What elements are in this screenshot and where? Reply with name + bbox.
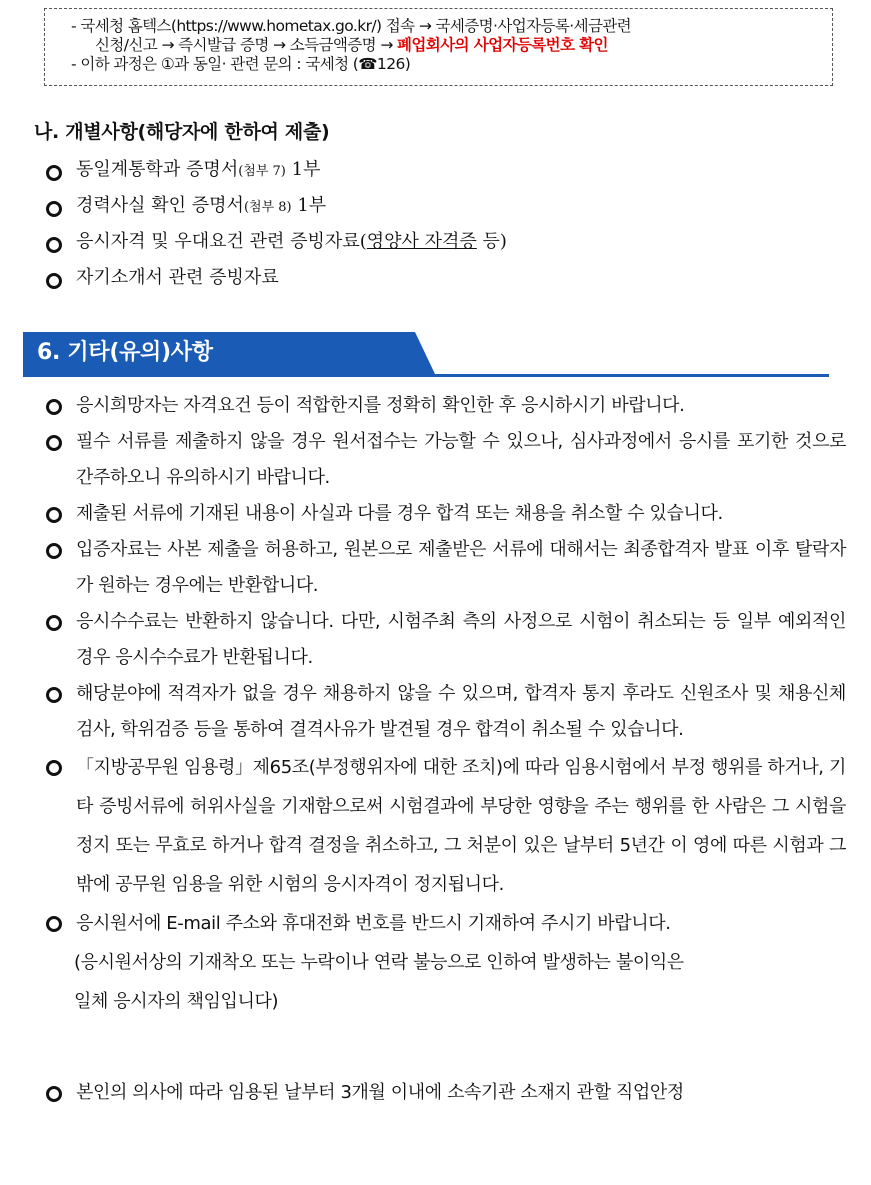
note-line-1: - 국세청 홈텍스(https://www.hometax.go.kr/) 접속 → 국세증명·사업자등록·세금관련 — [71, 17, 632, 35]
item-text: 응시원서에 E-mail 주소와 휴대전화 번호를 반드시 기재하여 주시기 바랍니다. — [76, 913, 671, 934]
item-text: 자기소개서 관련 증빙자료 — [76, 267, 279, 288]
list-item — [46, 264, 507, 300]
item-count: 1부 — [285, 159, 321, 180]
list-item — [46, 604, 846, 676]
attachment-note: (첨부 7) — [238, 164, 286, 179]
individual-items-list — [46, 156, 507, 300]
item-text: 응시수수료는 반환하지 않습니다. 다만, 시험주최 측의 사정으로 시험이 취소되는 등 일부 예외적인 경우 응시수수료가 반환됩니다. — [76, 611, 846, 668]
attachment-note: (첨부 8) — [243, 200, 292, 215]
item-text: 응시자격 및 우대요건 관련 증빙자료( — [76, 231, 367, 252]
item-text: 동일계통학과 증명서 — [76, 159, 239, 180]
email-note — [74, 943, 846, 1021]
list-item — [46, 748, 846, 904]
bullet-icon — [46, 201, 62, 217]
list-item — [46, 496, 846, 532]
bullet-icon — [46, 543, 62, 559]
item-text: 해당분야에 적격자가 없을 경우 채용하지 않을 수 있으며, 합격자 통지 후라도 신원조사 및 채용신체검사, 학위검증 등을 통하여 결격사유가 발견될 경우 합격이 취소될 수 있습니다. — [76, 683, 846, 740]
item-text: 경력사실 확인 증명서 — [76, 195, 244, 216]
list-spacer — [46, 1021, 846, 1075]
item-text: 본인의 의사에 따라 임용된 날부터 3개월 이내에 소속기관 소재지 관할 직업안정 — [76, 1082, 684, 1103]
item-text: 입증자료는 사본 제출을 허용하고, 원본으로 제출받은 서류에 대해서는 최종합격자 발표 이후 탈락자가 원하는 경우에는 반환합니다. — [76, 539, 846, 596]
item-text: 「지방공무원 임용령」제65조(부정행위자에 대한 조치)에 따라 임용시험에서 부정 행위를 하거나, 기타 증빙서류에 허위사실을 기재함으로써 시험결과에 부당한 영향을 주는 행위를 한 사람은 그 시험을 정지 또는 무효로 하거나 합격 결정을 취소하고, 그 처분이 있은 날부터 5년간 이 영에 따른 시험과 그 밖에 공무원 임용을 위한 시험의 응시자격이 정지됩니다. — [76, 757, 846, 895]
note-line-2 — [71, 36, 832, 55]
bullet-icon — [46, 507, 62, 523]
item-text: 제출된 서류에 기재된 내용이 사실과 다를 경우 합격 또는 채용을 취소할 수 있습니다. — [76, 503, 723, 524]
bullet-icon — [46, 165, 62, 181]
bullet-icon — [46, 615, 62, 631]
list-item — [46, 156, 507, 192]
note-line-3: - 이하 과정은 ①과 동일· 관련 문의 : 국세청 (☎126) — [71, 55, 411, 73]
note-line-2-text: 신청/신고 → 즉시발급 증명 → 소득금액증명 → — [95, 36, 398, 54]
individual-items-heading: 나. 개별사항(해당자에 한하여 제출) — [34, 121, 330, 143]
section-6-title: 6. 기타(유의)사항 — [37, 340, 213, 365]
underlined-text: 영양사 자격증 — [366, 231, 477, 252]
list-item — [46, 676, 846, 748]
bullet-icon — [46, 916, 62, 932]
section-6-banner — [23, 332, 435, 374]
list-item — [46, 388, 846, 424]
email-note-line: 일체 응시자의 책임입니다) — [74, 991, 279, 1012]
list-item — [46, 424, 846, 496]
list-item — [46, 192, 507, 228]
bullet-icon — [46, 760, 62, 776]
note-highlight: 폐업회사의 사업자등록번호 확인 — [397, 36, 608, 54]
bullet-icon — [46, 687, 62, 703]
item-suffix: 등) — [476, 231, 507, 252]
bullet-icon — [46, 1086, 62, 1102]
list-item — [46, 532, 846, 604]
bullet-icon — [46, 435, 62, 451]
item-count: 1부 — [291, 195, 327, 216]
bullet-icon — [46, 237, 62, 253]
banner-corner — [415, 332, 435, 374]
list-item — [46, 228, 507, 264]
list-item — [46, 904, 846, 1021]
email-note-line: (응시원서상의 기재착오 또는 누락이나 연락 불능으로 인하여 발생하는 불이익은 — [74, 952, 684, 973]
section-divider — [23, 374, 829, 377]
item-text: 응시희망자는 자격요건 등이 적합한지를 정확히 확인한 후 응시하시기 바랍니다. — [76, 395, 685, 416]
bullet-icon — [46, 399, 62, 415]
bullet-icon — [46, 273, 62, 289]
item-text: 필수 서류를 제출하지 않을 경우 원서접수는 가능할 수 있으나, 심사과정에서 응시를 포기한 것으로 간주하오니 유의하시기 바랍니다. — [76, 431, 846, 488]
notes-list — [46, 388, 846, 1111]
list-item — [46, 1075, 846, 1111]
hometax-note-box — [44, 8, 833, 86]
